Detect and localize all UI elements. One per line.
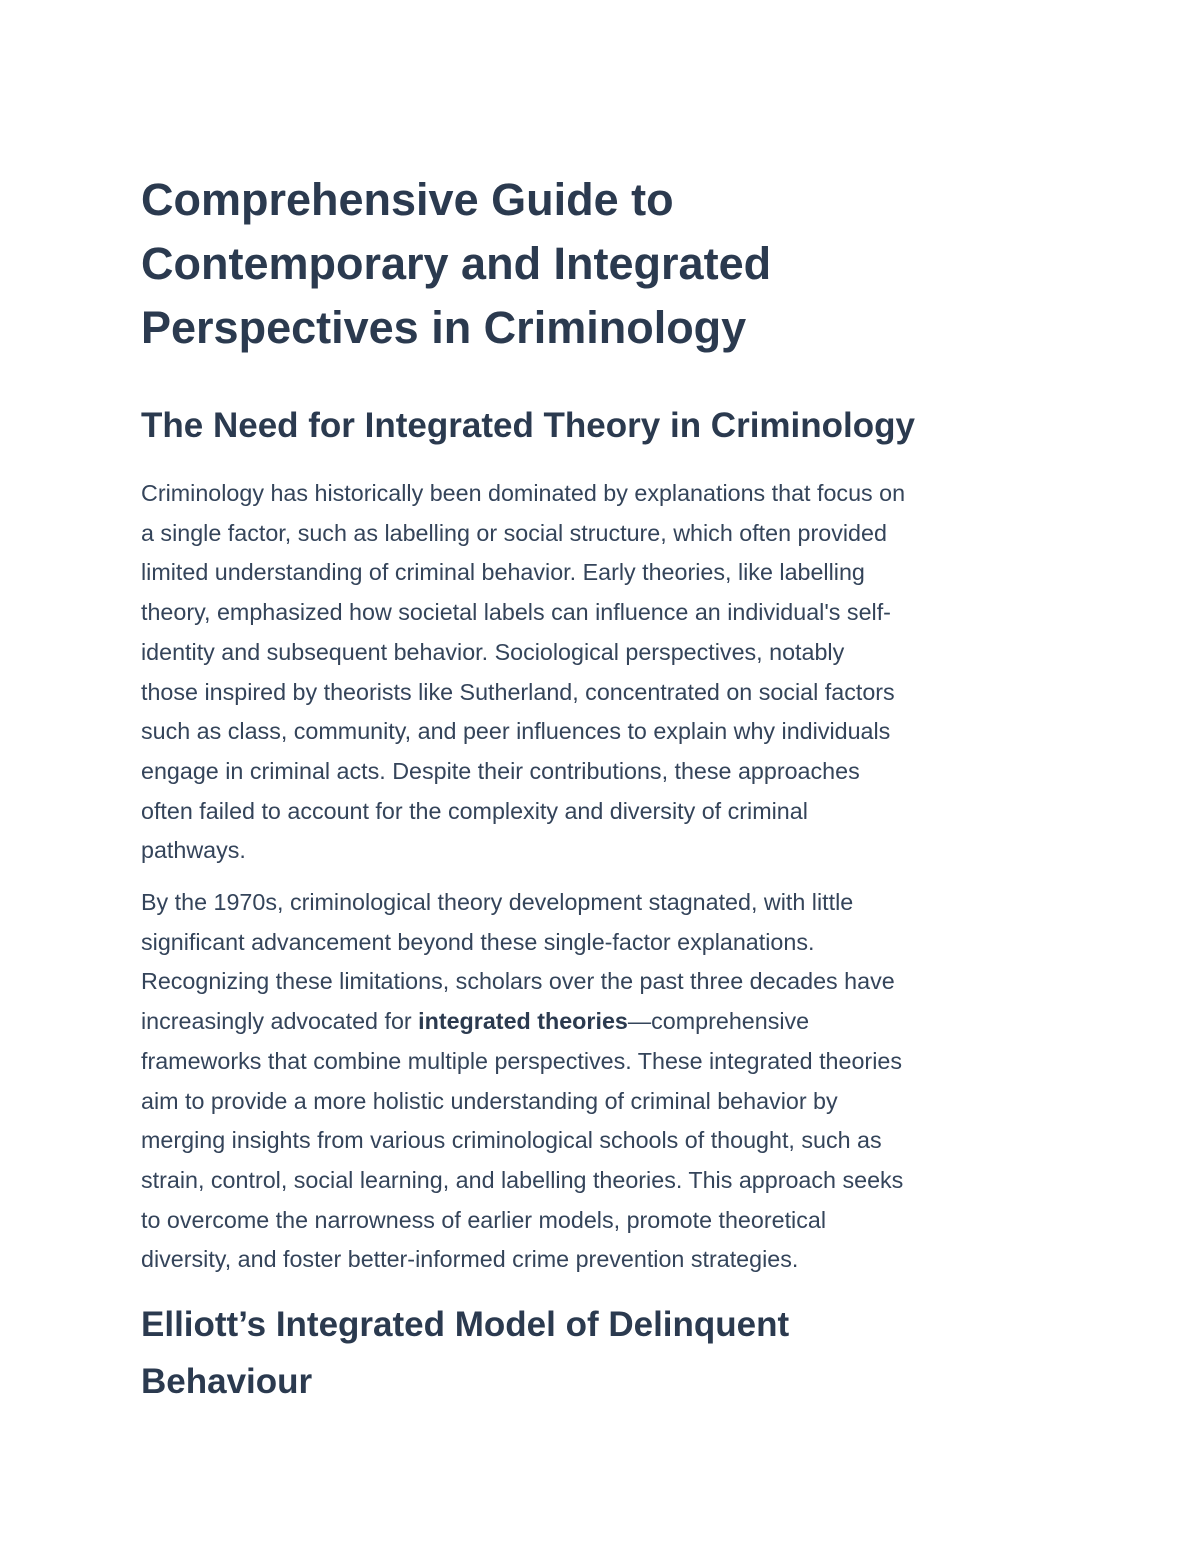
title-line: Perspectives in Criminology bbox=[141, 302, 747, 353]
paragraph-line: By the 1970s, criminological theory development stagnated, with little bbox=[141, 889, 854, 916]
paragraph-line: to overcome the narrowness of earlier models, promote theoretical bbox=[141, 1206, 826, 1233]
document-title bbox=[141, 168, 1061, 360]
heading-line: Elliott’s Integrated Model of Delinquent bbox=[141, 1305, 790, 1345]
bold-term-integrated-theories: integrated theories bbox=[418, 1008, 628, 1035]
paragraph-line: theory, emphasized how societal labels can influence an individual's self- bbox=[141, 599, 891, 626]
paragraph-line: Criminology has historically been dominated by explanations that focus on bbox=[141, 480, 906, 506]
document-page bbox=[141, 168, 1061, 1410]
title-line: Contemporary and Integrated bbox=[141, 238, 772, 289]
paragraph-line: diversity, and foster better-informed crime prevention strategies. bbox=[141, 1246, 799, 1273]
title-line: Comprehensive Guide to bbox=[141, 174, 674, 225]
paragraph-line: strain, control, social learning, and labelling theories. This approach seeks bbox=[141, 1166, 904, 1193]
section-heading-elliott-model bbox=[141, 1296, 1061, 1410]
paragraph-line: merging insights from various criminological schools of thought, such as bbox=[141, 1127, 882, 1154]
text-run: —comprehensive bbox=[627, 1008, 810, 1035]
paragraph-line: engage in criminal acts. Despite their contributions, these approaches bbox=[141, 757, 860, 784]
paragraph-line: frameworks that combine multiple perspectives. These integrated theories bbox=[141, 1047, 902, 1074]
paragraph-integrated-theories bbox=[141, 883, 1061, 1280]
paragraph-line: a single factor, such as labelling or social structure, which often provided bbox=[141, 519, 887, 546]
paragraph-line: those inspired by theorists like Sutherland, concentrated on social factors bbox=[141, 678, 895, 705]
text-run: increasingly advocated for bbox=[141, 1008, 419, 1035]
paragraph-line: significant advancement beyond these single-factor explanations. bbox=[141, 928, 815, 955]
paragraph-line bbox=[141, 1002, 1061, 1042]
paragraph-line: Recognizing these limitations, scholars over the past three decades have bbox=[141, 968, 895, 995]
paragraph-line: pathways. bbox=[141, 837, 246, 864]
paragraph-single-factor-history bbox=[141, 474, 1061, 871]
paragraph-line: limited understanding of criminal behavior. Early theories, like labelling bbox=[141, 559, 865, 586]
heading-line: Behaviour bbox=[141, 1362, 313, 1402]
paragraph-line: identity and subsequent behavior. Sociological perspectives, notably bbox=[141, 638, 845, 665]
paragraph-line: such as class, community, and peer influences to explain why individuals bbox=[141, 718, 891, 745]
section-heading-integrated-theory: The Need for Integrated Theory in Criminology bbox=[141, 406, 915, 445]
paragraph-line: often failed to account for the complexity and diversity of criminal bbox=[141, 797, 808, 824]
paragraph-line: aim to provide a more holistic understanding of criminal behavior by bbox=[141, 1087, 838, 1114]
